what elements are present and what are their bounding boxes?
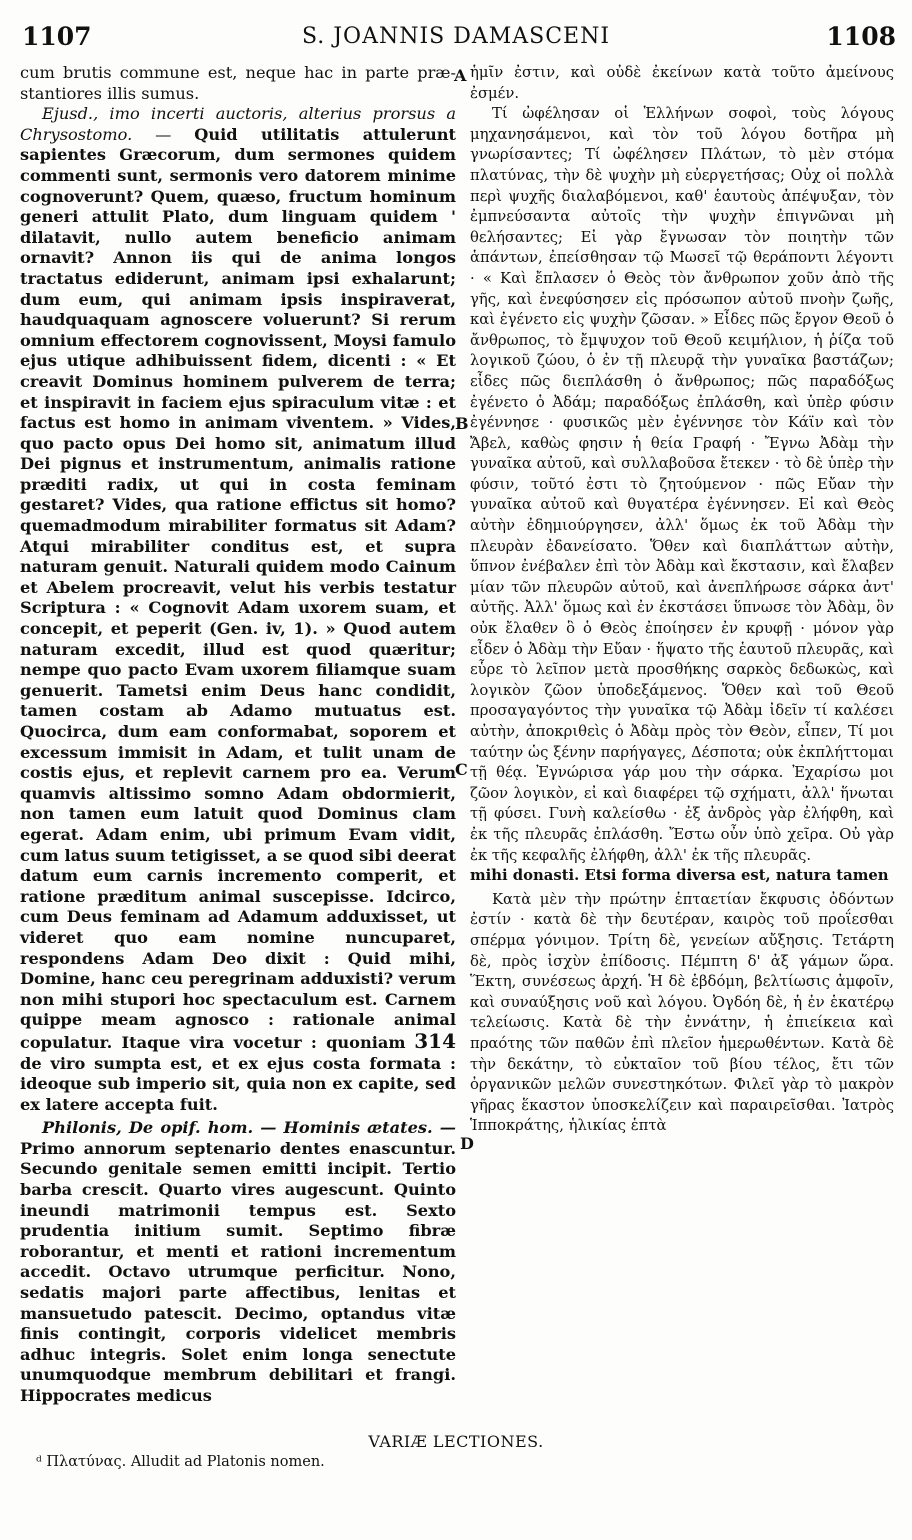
greek-section1-text: Τί ὠφέλησαν οἱ Ἑλλήνων σοφοὶ, τοὺς λόγους μηχανησάμενοι, καὶ τὸν τοῦ λόγου δοτῆρα μὴ γνωρίσαντες; Τί ὠφέλησεν Πλάτων, τὸ μὲν στόμα πλατύνας, τὴν δὲ ψυχὴν μὴ εὐεργετήσας; Οὐχ οἱ πολλὰ περὶ ψυχῆς διαλαβόμενοι, καθ' ἑαυτοὺς ἀπέψυξαν, τὸν ἐμπνεύσαντα αὐτοῖς τὴν ψυχὴν ἐπιγνῶναι μὴ θελήσαντες; Εἰ γὰρ ἔγνωσαν τὸν ποιητὴν τῶν ἁπάντων, ἐπείσθησαν τῷ Μωσεῖ τῷ θεράποντι λέγοντι · « Καὶ ἔπλασεν ὁ Θεὸς τὸν ἄνθρωπον χοῦν ἀπὸ τῆς γῆς, καὶ ἐνεφύσησεν εἰς πρόσωπον αὐτοῦ πνοὴν ζωῆς, καὶ ἐγένετο εἰς ψυχὴν ζῶσαν. » Εἶδες πῶς ἔργον Θεοῦ ὁ ἄνθρωπος, τὸ ἔμψυχον τοῦ Θεοῦ κειμήλιον, ἡ ῥίζα τοῦ λογικοῦ ζώου, ὁ ἐν τῇ πλευρᾷ τὴν γυναῖκα βαστάζων; εἶδες πῶς διεπλάσθη ὁ ἄνθρωπος; πῶς παραδόξως ἐγένετο ὁ Ἀδάμ; παραδόξως ἐπλάσθη, καὶ ὑπὲρ φύσιν ἐγέννησε · φυσικῶς μὲν ἐγέννησε τὸν Κάϊν καὶ τὸν Ἄβελ, καθὼς φησιν ἡ θεία Γραφή · Ἔγνω Ἀδὰμ τὴν γυναῖκα αὐτοῦ, καὶ συλλαβοῦσα ἔτεκεν · τὸ δὲ ὑπὲρ τὴν φύσιν, τοῦτό ἐστι τὸ ζητούμενον · πῶς Εὔαν τὴν γυναῖκα αὐτοῦ καὶ θυγατέρα ἐγέννησεν. Εἰ καὶ Θεὸς αὐτὴν ἐδημιούργησεν, ἀλλ' ὅμως ἐκ τοῦ Ἀδὰμ τὴν πλευρὰν ἐδανείσατο. Ὅθεν καὶ διαπλάττων αὐτὴν, ὕπνον ἐνέβαλεν ἐπὶ τὸν Ἀδὰμ καὶ ἔκστασιν, καὶ ἔλαβεν μίαν τῶν πλευρῶν αὐτοῦ, καὶ ἀνεπλήρωσε σάρκα ἀντ' αὐτῆς. Ἀλλ' ὅμως καὶ ἐν ἐκστάσει ὕπνωσε τὸν Ἀδὰμ, ὃν οὐκ ἔλαθεν ὃ ὁ Θεὸς ἐποίησεν ἐν κρυφῇ · μόνον γὰρ εἶδεν ὁ Ἀδὰμ τὴν Εὔαν · ἥψατο τῆς ἑαυτοῦ πλευρᾶς, καὶ εὗρε τὸ λεῖπον μετὰ προσθήκης σαρκὸς δεδωκὼς, καὶ λογικὸν ζῶον ὑποδεξάμενος. Ὅθεν καὶ τοῦ Θεοῦ προσαγαγόντος τὴν γυναῖκα τῷ Ἀδὰμ ἰδεῖν τί καλέσει αὐτὴν, ἀποκριθεὶς ὁ Ἀδὰμ πρὸς τὸν Θεὸν, εἶπεν, Τί μοι ταύτην ὡς ξένην παρήγαγες, Δέσποτα; οὐκ ἐκπλήττομαι τῇ θέᾳ. Ἐγνώρισα γάρ μου τὴν σάρκα. Ἐχαρίσω μοι ζῶον λογικὸν, εἰ καὶ διαφέρει τῷ σχήματι, ἀλλ' ἥνωται τῇ φύσει. Γυνὴ καλείσθω · ἐξ ἀνδρὸς γὰρ ἐλήφθη, καὶ ἐκ τῆς πλευρᾶς ἐπλάσθη. Ἔστω οὖν ὑπὸ χεῖρα. Οὐ γὰρ ἐκ τῆς κεφαλῆς ἐλήφθη, ἀλλ' ἐκ τῆς πλευρᾶς. bbox=[470, 105, 894, 864]
latin-section2-text: Primo annorum septenario dentes enascuntur. Secundo genitale semen emitti incipit. Tertio barba crescit. Quarto vires augescunt. Quinto ineundi matrimonii tempus est. Sexto prudentia initium sumit. Septimo fibræ roborantur, et menti et rationi incrementum accedit. Octavo utrumque perficitur. Nono, sedatis majori parte affectibus, lenitas et mansuetudo patescit. Decimo, optandus vitæ finis contingit, corporis videlicet membris adhuc integris. Solet enim longa senectute unumquodque membrum debilitari et frangi. Hippocrates medicus bbox=[20, 1138, 456, 1405]
latin-section1-text: Quid utilitatis attulerunt sapientes Græcorum, dum sermones quidem commenti sunt, sermonis vero datorem minime cognoverunt? Quem, quæso, fructum hominum generi attulit Plato, dum linguam quidem ' dilatavit, nullo autem beneficio animam ornavit? Annon iis qui de anima longos tractatus ediderunt, animam ipsi exhalarunt; dum eum, qui animam ipsis inspiraverat, haudquaquam agnoscere voluerunt? Si rerum omnium effectorem cognovissent, Moysi famulo ejus utique adhibuissent fidem, dicenti : « Et creavit Dominus hominem pulverem de terra; et inspiravit in faciem ejus spiraculum vitæ : et factus est homo in animam viventem. » Vides, quo pacto opus Dei homo sit, animatum illud Dei pignus et instrumentum, animalis ratione præditi radix, ut qui in costa feminam gestaret? Vides, qua ratione effictus sit homo? quemadmodum mirabiliter formatus sit Adam? Atqui mirabiliter conditus est, et supra naturam genuit. Naturali quidem modo Cainum et Abelem procreavit, velut his verbis testatur Scriptura : « Cognovit Adam uxorem suam, et concepit, et peperit (Gen. iv, 1). » Quod autem naturam excedit, illud est quod quæritur; nempe quo pacto Evam uxorem filiamque suam genuerit. Tametsi enim Deus hanc condidit, tamen costam ab Adamo mutuatus est. Quocirca, dum eam conformabat, soporem et excessum immisit in Adam, et tulit unam de costis ejus, et replevit carnem pro ea. Verum quamvis altissimo somno Adam obdormierit, non tamen eum latuit quod Dominus clam egerat. Adam enim, ubi primum Evam vidit, cum latus suum tetigisset, a se quod sibi deerat datum eum carnis incremento comperit, et ratione præditum animal suscepisse. Idcirco, cum Deus feminam ad Adamum adduxisset, ut videret quo eam nomine nuncuparet, respondens Adam Deo dixit : Quid mihi, Domine, hanc ceu peregrinam adduxisti? verum non mihi stupori hoc spectaculum est. Carnem quippe meam agnosco : rationale animal copulatur. Itaque vira vocetur : quoniam bbox=[20, 124, 456, 1052]
page-number-right: 1108 bbox=[826, 22, 896, 51]
latin-section1-end: de viro sumpta est, et ex ejus costa formata : ideoque sub imperio sit, quia non ex capite, sed ex latere accepta fuit. bbox=[20, 1053, 456, 1114]
latin-section2-title: Philonis, De opif. hom. — Hominis ætates. — bbox=[42, 1118, 456, 1138]
greek-section1-latin: mihi donasti. Etsi forma diversa est, natura tamen bbox=[470, 867, 889, 885]
greek-intro: ἡμῖν ἐστιν, καὶ οὐδὲ ἐκείνων κατὰ τοῦτο ἀμείνους ἐσμέν. bbox=[470, 64, 894, 102]
latin-column bbox=[20, 63, 456, 1407]
margin-marker-d: D bbox=[460, 1134, 474, 1153]
page-number-left: 1107 bbox=[22, 22, 92, 51]
running-title: S. JOANNIS DAMASCENI bbox=[301, 24, 611, 49]
footnote: ᵈ Πλατύνας. Alludit ad Platonis nomen. bbox=[36, 1454, 325, 1470]
margin-marker-a: A bbox=[454, 66, 467, 85]
column-number: 314 bbox=[414, 1028, 456, 1053]
margin-marker-b: B bbox=[455, 414, 469, 433]
margin-marker-c: C bbox=[455, 760, 468, 779]
latin-section1-title: Ejusd., imo incerti auctoris, alterius prorsus a Chrysostomo. — bbox=[20, 104, 456, 144]
greek-section2-text: Κατὰ μὲν τὴν πρώτην ἑπταετίαν ἔκφυσις ὀδόντων ἐστίν · κατὰ δὲ τὴν δευτέραν, καιρὸς τοῦ προΐεσθαι σπέρμα γόνιμον. Τρίτη δὲ, γενείων αὔξησις. Τετάρτη δὲ, πρὸς ἰσχὺν ἐπίδοσις. Πέμπτη δ' ἀξ γάμων ὥρα. Ἕκτη, συνέσεως ἀρχή. Ἡ δὲ ἑβδόμη, βελτίωσις ἀμφοῖν, καὶ συναύξησις νοῦ καὶ λόγου. Ὀγδόη δὲ, ἡ ἐν ἑκατέρῳ τελείωσις. Κατὰ δὲ τὴν ἐννάτην, ἡ ἐπιείκεια καὶ πραότης τῶν παθῶν ἐπὶ πλεῖον ἡμερωθέντων. Κατὰ δὲ τὴν δεκάτην, τὸ εὐκταῖον τοῦ βίου τέλος, ἔτι τῶν ὀργανικῶν μελῶν συνεστηκότων. Φιλεῖ γὰρ τὸ μακρὸν γῆρας ἕκαστον ὑποσκελίζειν καὶ παραιρεῖσθαι. Ἰατρὸς Ἱπποκράτης, ἡλικίας ἑπτὰ bbox=[470, 890, 894, 1135]
latin-intro: cum brutis commune est, neque hac in parte præ-stantiores illis sumus. bbox=[20, 63, 456, 103]
variae-lectiones-heading: VARIÆ LECTIONES. bbox=[368, 1432, 544, 1451]
greek-column bbox=[470, 63, 894, 1137]
running-header bbox=[0, 22, 912, 58]
